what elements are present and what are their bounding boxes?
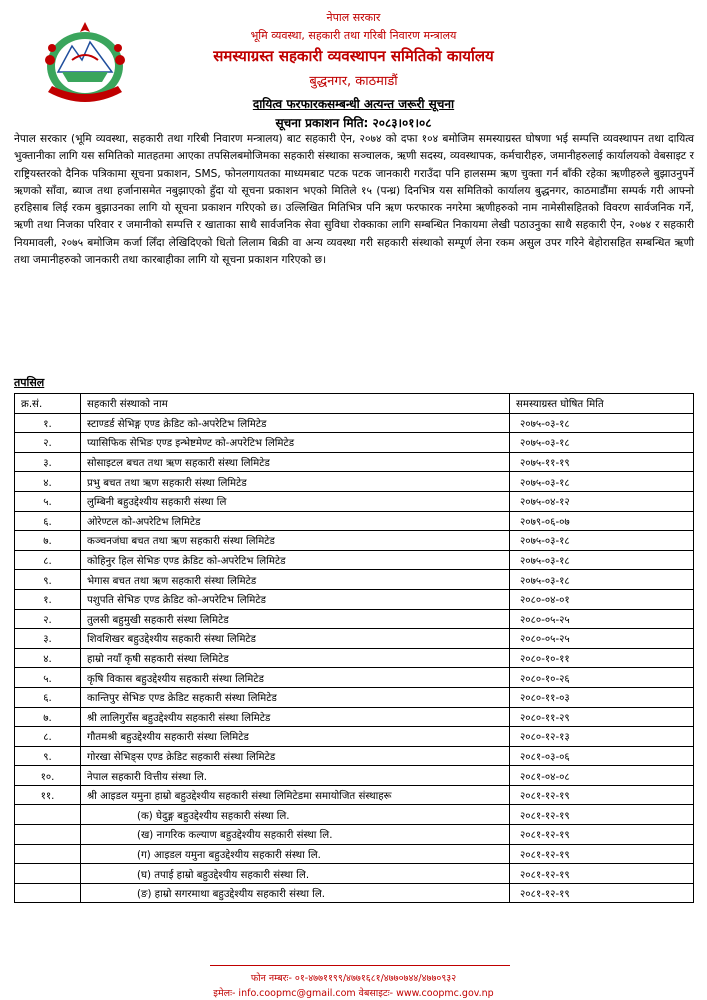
table-row [15, 589, 694, 609]
row-declared-date: २०८०-११-०३ [510, 687, 694, 707]
row-serial [15, 844, 81, 864]
row-serial: ९. [15, 746, 81, 766]
row-cooperative-name: कञ्चनजंघा बचत तथा ऋण सहकारी संस्था लिमिटेड [81, 531, 510, 551]
table-row [15, 805, 694, 825]
row-serial: ३. [15, 629, 81, 649]
footer-divider [210, 965, 510, 966]
table-row [15, 687, 694, 707]
row-cooperative-name: कृषि विकास बहुउद्देश्यीय सहकारी संस्था लिमिटेड [81, 668, 510, 688]
table-row [15, 491, 694, 511]
table-row [15, 825, 694, 845]
row-declared-date: २०८१-१२-१९ [510, 805, 694, 825]
row-serial [15, 825, 81, 845]
table-row [15, 531, 694, 551]
row-cooperative-name: (घ) तपाई हाम्रो बहुउद्देश्यीय सहकारी संस्था लि. [81, 864, 510, 884]
row-declared-date: २०८१-०४-०८ [510, 766, 694, 786]
row-cooperative-name: गोरखा सेभिङ्स एण्ड क्रेडिट सहकारी संस्था लिमिटेड [81, 746, 510, 766]
row-serial: ६. [15, 511, 81, 531]
row-cooperative-name: कान्तिपुर सेभिङ एण्ड क्रेडिट सहकारी संस्था लिमिटेड [81, 687, 510, 707]
row-serial [15, 864, 81, 884]
table-row [15, 648, 694, 668]
row-declared-date: २०७५-०३-१८ [510, 433, 694, 453]
row-serial: ४. [15, 472, 81, 492]
table-row [15, 511, 694, 531]
row-serial: १. [15, 589, 81, 609]
row-declared-date: २०८०-१०-२६ [510, 668, 694, 688]
row-serial: ८. [15, 550, 81, 570]
table-row [15, 727, 694, 747]
row-declared-date: २०८१-०३-०६ [510, 746, 694, 766]
row-cooperative-name: (ख) नागरिक कल्याण बहुउद्देश्यीय सहकारी संस्था लि. [81, 825, 510, 845]
table-row [15, 629, 694, 649]
table-header-row [15, 394, 694, 414]
row-cooperative-name: भेगास बचत तथा ऋण सहकारी संस्था लिमिटेड [81, 570, 510, 590]
ministry-name: भूमि व्यवस्था, सहकारी तथा गरिबी निवारण मन्त्रालय [250, 29, 457, 42]
row-serial: ३. [15, 452, 81, 472]
row-cooperative-name: गौतमश्री बहुउद्देश्यीय सहकारी संस्था लिमिटेड [81, 727, 510, 747]
table-row [15, 550, 694, 570]
row-declared-date: २०८१-१२-१९ [510, 844, 694, 864]
header-serial: क्र.सं. [15, 394, 81, 414]
row-declared-date: २०७९-०६-०७ [510, 511, 694, 531]
row-cooperative-name: कोहिनुर हिल सेभिङ एण्ड क्रेडिट को-अपरेटिभ लिमिटेड [81, 550, 510, 570]
row-declared-date: २०८०-०४-०१ [510, 589, 694, 609]
office-name: समस्याग्रस्त सहकारी व्यवस्थापन समितिको कार्यालय [213, 47, 494, 65]
table-row [15, 766, 694, 786]
row-declared-date: २०७५-११-१९ [510, 452, 694, 472]
table-row [15, 413, 694, 433]
table-row [15, 864, 694, 884]
row-serial: ५. [15, 668, 81, 688]
table-row [15, 570, 694, 590]
row-serial: २. [15, 433, 81, 453]
office-location: बुद्धनगर, काठमाडौं [309, 74, 398, 89]
header-date: समस्याग्रस्त घोषित मिति [510, 394, 694, 414]
row-declared-date: २०८१-१२-१९ [510, 864, 694, 884]
table-row [15, 746, 694, 766]
row-cooperative-name: (ङ) हाम्रो सगरमाथा बहुउद्देश्यीय सहकारी संस्था लि. [81, 883, 510, 903]
row-serial: १०. [15, 766, 81, 786]
notice-title: दायित्व फरफारकसम्बन्धी अत्यन्त जरूरी सूचना [252, 97, 455, 111]
footer-phone: फोन नम्बरः- ०१-४७७११९९/४७७१६८१/४७७०७४४/४७७०९३२ [250, 973, 457, 984]
table-row [15, 883, 694, 903]
row-serial: ६. [15, 687, 81, 707]
table-row [15, 433, 694, 453]
row-declared-date: २०८०-१०-११ [510, 648, 694, 668]
row-cooperative-name: स्टाण्डर्ड सेभिङ्ग एण्ड क्रेडिट को-अपरेटिभ लिमिटेड [81, 413, 510, 433]
row-declared-date: २०७५-०३-१८ [510, 531, 694, 551]
row-cooperative-name: पशुपति सेभिङ एण्ड क्रेडिट को-अपरेटिभ लिमिटेड [81, 589, 510, 609]
header-name: सहकारी संस्थाको नाम [81, 394, 510, 414]
row-declared-date: २०८१-१२-१९ [510, 883, 694, 903]
row-declared-date: २०७५-०३-१८ [510, 413, 694, 433]
table-row [15, 668, 694, 688]
government-name: नेपाल सरकार [326, 11, 381, 24]
row-cooperative-name: सोसाइटल बचत तथा ऋण सहकारी संस्था लिमिटेड [81, 452, 510, 472]
notice-paragraph: नेपाल सरकार (भूमि व्यवस्था, सहकारी तथा गरिबी निवारण मन्त्रालय) बाट सहकारी ऐन, २०७४ को दफा १०४ बमोजिम समस्याग्रस्त घोषणा भई सम्पत्ति व्यवस्थापन तथा दायित्व भुक्तानीका लागि यस समितिको मातहतमा आएका तपसिलबमोजिमका सहकारी संस्थाका सञ्चालक, ऋणी सदस्य, व्यवस्थापक, कर्मचारीहरु, जमानीहरुलाई कार्यालयको वेबसाइट र राष्ट्रियस्तरको दैनिक पत्रिकामा सूचना प्रकाशन, SMS, फोनलगायतका माध्यमबाट पटक पटक जानकारी गराउँदा पनि हालसम्म ऋण चुक्ता गर्न बाँकी रहेका ऋणीहरुले बुझाउनुपर्ने ऋणको साँवा, ब्याज तथा हर्जानासमेत नबुझाएको हुँदा यो सूचना प्रकाशन भएको मितिले १५ (पन्ध्र) दिनभित्र यस समितिको कार्यालय बुद्धनगर, काठमाडौंमा सम्पर्क गरी आफ्नो हरहिसाब लिई रकम बुझाउनका लागि यो सूचना प्रकाशन गरिएको छ। उल्लिखित मितिभित्र पनि ऋण फरफारक नगरेमा ऋणीहरुको नाम नामेसीसहितको विवरण सार्वजनिक गर्ने, ऋणी तथा निजका परिवार र जमानीको सम्पत्ति र खाताका साथै सार्वजनिक सेवा सुविधा रोक्काका लागि सम्बन्धित निकायमा लेखी पठाउनुका साथै सहकारी ऐन, २०७४ र सहकारी नियमावली, २०७५ बमोजिम कर्जा लिँदा लेखिदिएको धितो लिलाम बिक्री वा अन्य व्यवस्था गरी सहकारी संस्थाको सम्पूर्ण लेना रकम असुल उपर गरिने बेहोरासहित सम्बन्धित ऋणी तथा जमानीहरुको जानकारी तथा कारबाहीका लागि यो सूचना प्रकाशन गरिएको छ। [14, 133, 694, 267]
row-cooperative-name: तुलसी बहुमुखी सहकारी संस्था लिमिटेड [81, 609, 510, 629]
row-declared-date: २०७५-०३-१८ [510, 472, 694, 492]
row-serial [15, 805, 81, 825]
row-declared-date: २०८०-११-२९ [510, 707, 694, 727]
row-serial: ७. [15, 531, 81, 551]
row-serial: १. [15, 413, 81, 433]
row-cooperative-name: हाम्रो नयाँ कृषी सहकारी संस्था लिमिटेड [81, 648, 510, 668]
row-serial: ७. [15, 707, 81, 727]
row-serial: ८. [15, 727, 81, 747]
table-row [15, 472, 694, 492]
row-declared-date: २०८०-०५-२५ [510, 629, 694, 649]
row-cooperative-name: प्यासिफिक सेभिङ एण्ड इन्भेष्टमेण्ट को-अपरेटिभ लिमिटेड [81, 433, 510, 453]
row-declared-date: २०८१-१२-१९ [510, 785, 694, 805]
row-serial: ९. [15, 570, 81, 590]
row-serial: ५. [15, 491, 81, 511]
row-serial: ११. [15, 785, 81, 805]
row-declared-date: २०८०-१२-१३ [510, 727, 694, 747]
row-cooperative-name: ओरेण्टल को-अपरेटिभ लिमिटेड [81, 511, 510, 531]
table-row [15, 452, 694, 472]
table-row [15, 844, 694, 864]
row-declared-date: २०७५-०३-१८ [510, 570, 694, 590]
publish-date: सूचना प्रकाशन मिति: २०८३।०१।०८ [275, 116, 432, 130]
table-row [15, 707, 694, 727]
row-cooperative-name: नेपाल सहकारी वित्तीय संस्था लि. [81, 766, 510, 786]
row-declared-date: २०७५-०३-१८ [510, 550, 694, 570]
row-serial [15, 883, 81, 903]
row-declared-date: २०७५-०४-१२ [510, 491, 694, 511]
cooperatives-table [14, 393, 694, 903]
footer-email: इमेलः- info.coopmc@gmail.com वेबसाइटः- www.coopmc.gov.np [213, 988, 494, 999]
row-cooperative-name: श्री आइडल यमुना हाम्रो बहुउद्देश्यीय सहकारी संस्था लिमिटेडमा समायोजित संस्थाहरू [81, 785, 510, 805]
row-cooperative-name: शिवशिखर बहुउद्देश्यीय सहकारी संस्था लिमिटेड [81, 629, 510, 649]
list-label: तपसिल [14, 376, 45, 389]
row-cooperative-name: प्रभु बचत तथा ऋण सहकारी संस्था लिमिटेड [81, 472, 510, 492]
row-declared-date: २०८१-१२-१९ [510, 825, 694, 845]
table-row [15, 609, 694, 629]
row-cooperative-name: श्री लालिगुराँस बहुउद्देश्यीय सहकारी संस्था लिमिटेड [81, 707, 510, 727]
row-serial: २. [15, 609, 81, 629]
table-row [15, 785, 694, 805]
row-cooperative-name: (ग) आइडल यमुना बहुउद्देश्यीय सहकारी संस्था लि. [81, 844, 510, 864]
row-cooperative-name: (क) घेदुङ्ग बहुउद्देश्यीय सहकारी संस्था लि. [81, 805, 510, 825]
row-declared-date: २०८०-०५-२५ [510, 609, 694, 629]
row-cooperative-name: लुम्बिनी बहुउद्देश्यीय सहकारी संस्था लि [81, 491, 510, 511]
row-serial: ४. [15, 648, 81, 668]
